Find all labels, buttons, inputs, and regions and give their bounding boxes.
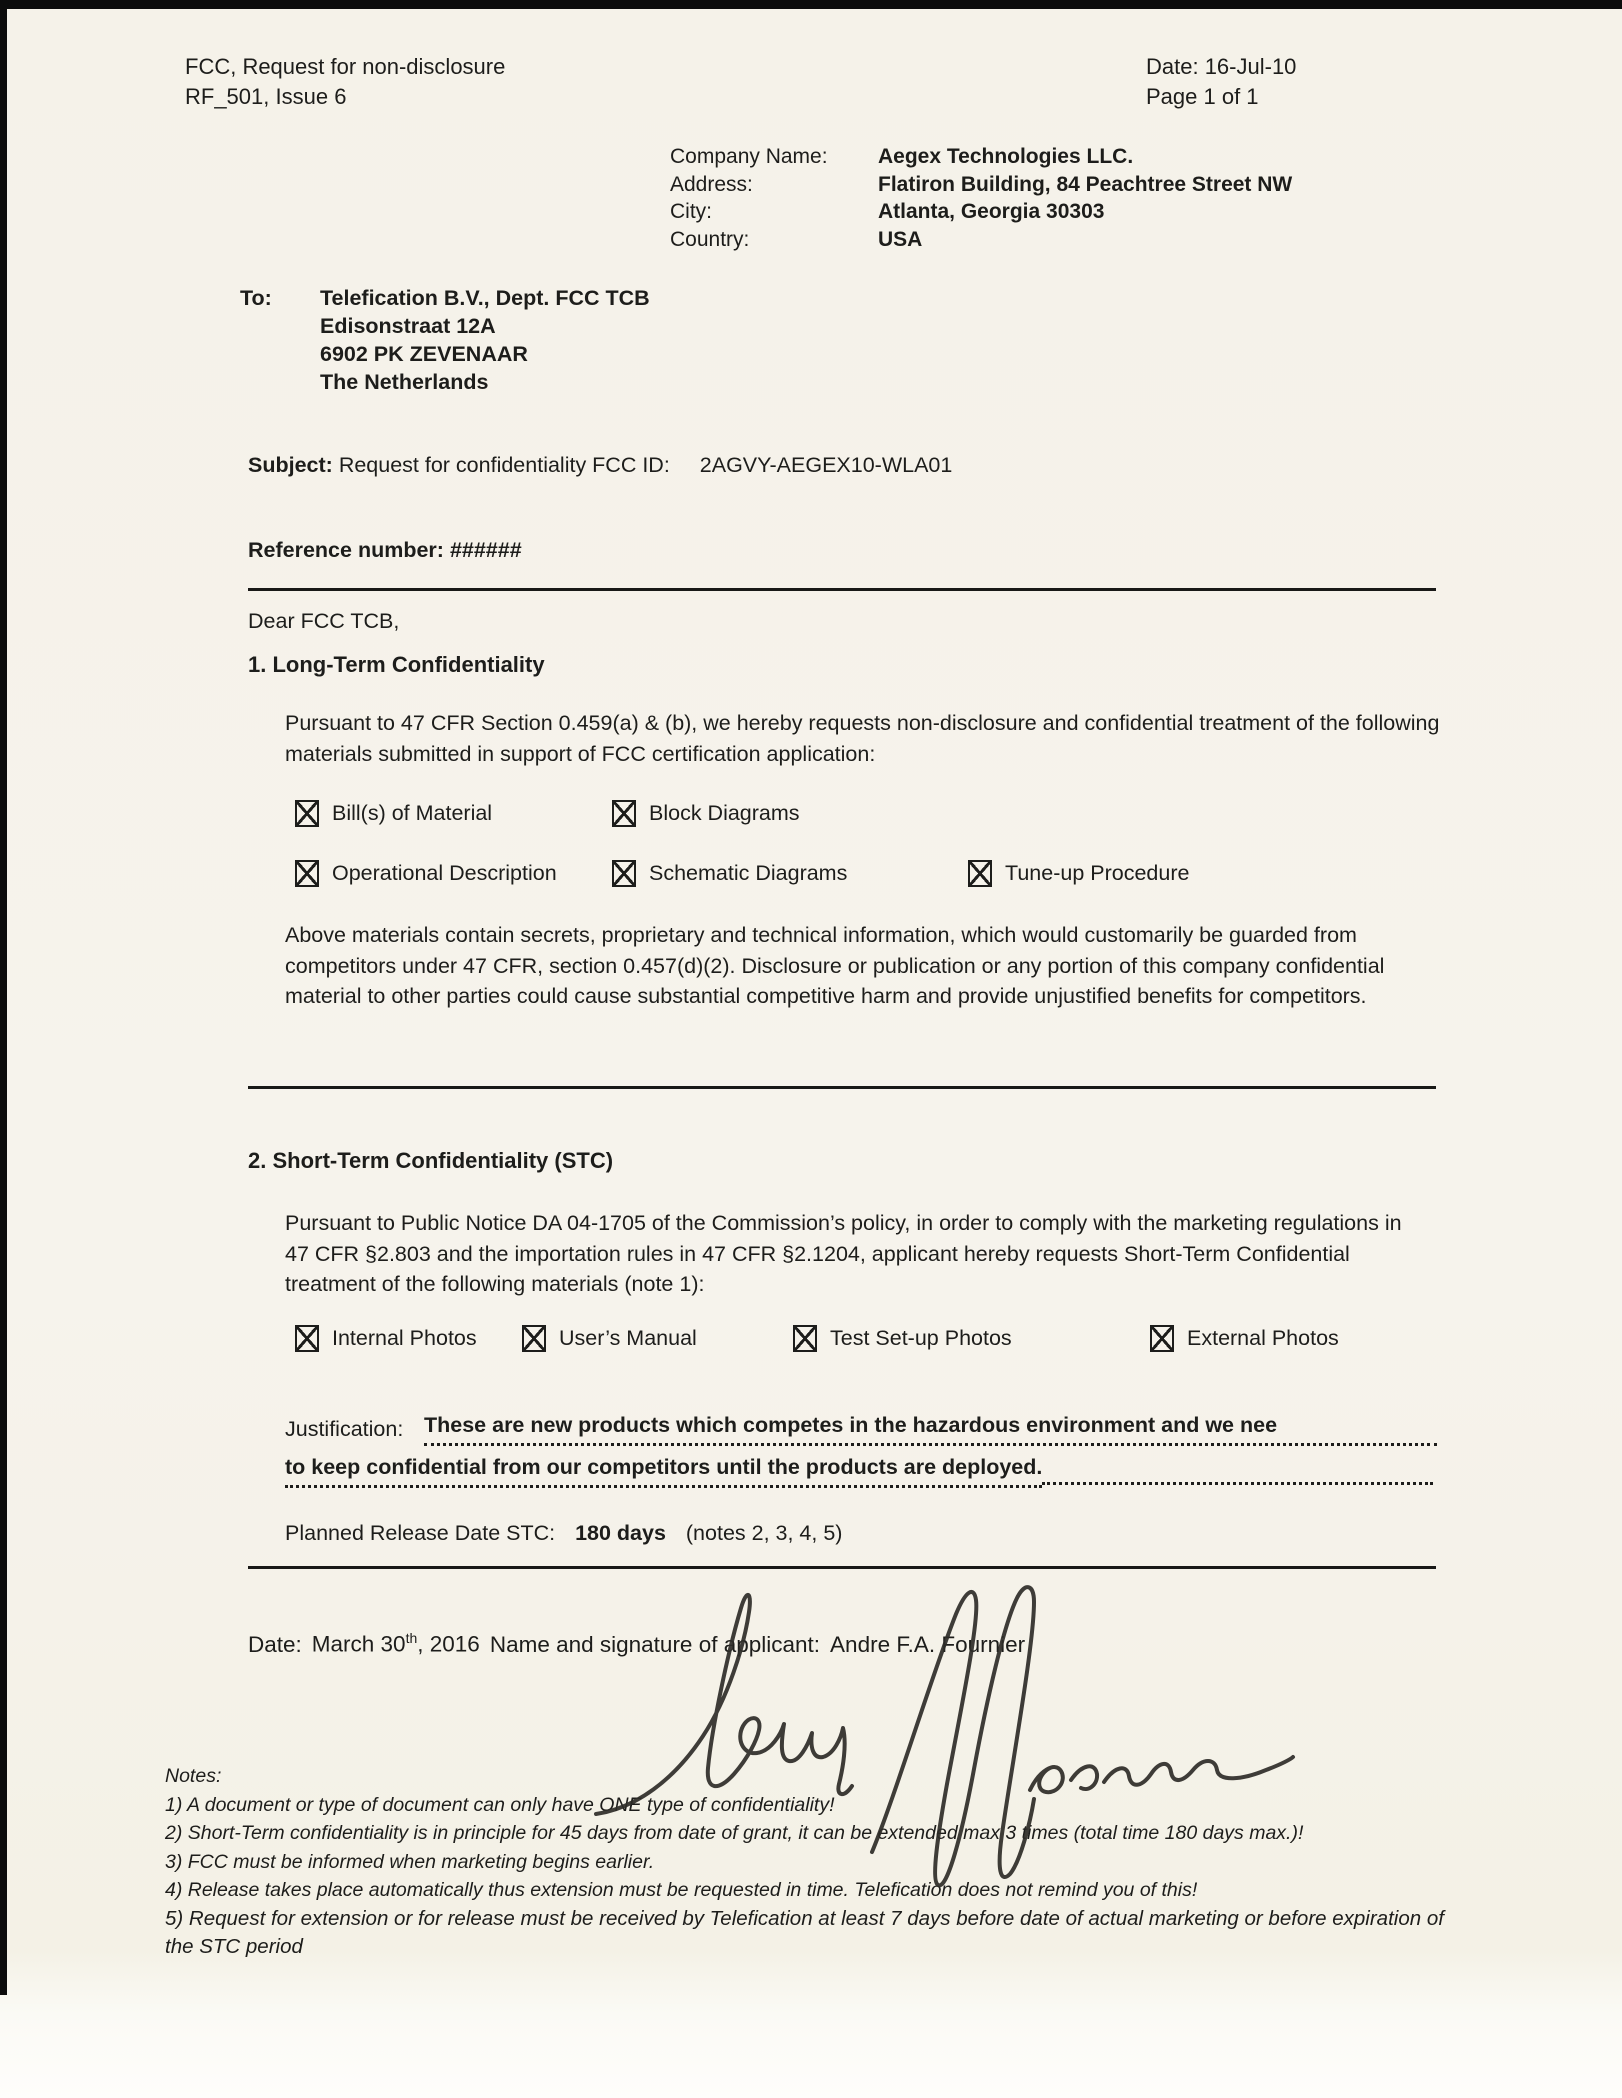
checkbox-label: Schematic Diagrams xyxy=(649,861,848,885)
horizontal-rule-1 xyxy=(248,588,1436,591)
recipient-line3: 6902 PK ZEVENAAR xyxy=(320,342,528,366)
section2-intro: Pursuant to Public Notice DA 04-1705 of the Commission’s policy, in order to comply with the marketing regulations in 47 CFR §2.803 and the importation rules in 47 CFR §2.1204, applicant hereby requests Short-Term Confidential treatment of the following materials (note 1): xyxy=(285,1211,1402,1296)
note-3: 3) FCC must be informed when marketing begins earlier. xyxy=(165,1850,655,1873)
checked-checkbox-icon xyxy=(612,860,636,887)
planned-release-line xyxy=(285,1518,842,1548)
date-ordinal-suffix: th xyxy=(405,1630,418,1646)
note-2: 2) Short-Term confidentiality is in principle for 45 days from date of grant, it can be extended max 3 times (total time 180 days max.)! xyxy=(165,1822,1304,1844)
section1-body: Above materials contain secrets, proprietary and technical information, which would customarily be guarded from competitors under 47 CFR, section 0.457(d)(2). Disclosure or publication or any portion of this company confidential material to other parties could cause substantial competitive harm and provide unjustified benefits for competitors. xyxy=(285,923,1385,1008)
checkbox-users-manual xyxy=(522,1325,697,1352)
reference-value: ###### xyxy=(449,538,522,562)
recipient-line1: Telefication B.V., Dept. FCC TCB xyxy=(320,286,650,310)
note-1: 1) A document or type of document can only have ONE type of confidentiality! xyxy=(165,1793,835,1816)
checkbox-block-diagrams xyxy=(612,800,800,827)
checked-checkbox-icon xyxy=(522,1325,546,1352)
justification-label: Justification: xyxy=(285,1417,404,1441)
applicant-name-value: Andre F.A. Fournier xyxy=(830,1631,1026,1657)
recipient-block xyxy=(240,284,650,396)
company-address-label: Address: xyxy=(670,172,753,196)
company-info-block xyxy=(670,143,1292,253)
checkbox-operational-description xyxy=(295,860,557,887)
date-signature-line xyxy=(248,1630,1025,1658)
release-value: 180 days xyxy=(575,1521,666,1545)
company-city-value: Atlanta, Georgia 30303 xyxy=(878,200,1105,223)
form-header-left xyxy=(185,52,505,112)
checkbox-external-photos xyxy=(1150,1325,1339,1352)
scan-edge-left xyxy=(0,0,7,1995)
recipient-line2: Edisonstraat 12A xyxy=(320,314,496,338)
checkbox-label: Internal Photos xyxy=(332,1326,477,1350)
subject-label: Subject: xyxy=(248,453,333,477)
note-4: 4) Release takes place automatically thus extension must be requested in time. Telefication does not remind you of this! xyxy=(165,1879,1198,1901)
checkbox-label: Block Diagrams xyxy=(649,801,800,825)
company-country-value: USA xyxy=(878,227,923,251)
horizontal-rule-2 xyxy=(248,1086,1436,1089)
notes-block xyxy=(165,1762,1455,1962)
checkbox-bills-of-material xyxy=(295,800,492,827)
checked-checkbox-icon xyxy=(1150,1325,1174,1352)
recipient-line4: The Netherlands xyxy=(320,370,489,394)
note-5: 5) Request for extension or for release must be received by Telefication at least 7 days before date of actual marketing or before expiration of the STC period xyxy=(165,1906,1444,1958)
form-id: RF_501, Issue 6 xyxy=(185,84,347,109)
subject-text: Request for confidentiality FCC ID: xyxy=(338,453,670,477)
reference-label: Reference number: xyxy=(248,538,444,562)
recipient-address xyxy=(320,284,650,396)
company-address-value: Flatiron Building, 84 Peachtree Street NW xyxy=(878,172,1293,196)
to-label: To: xyxy=(240,286,272,310)
checked-checkbox-icon xyxy=(968,860,992,887)
applicant-name-label: Name and signature of applicant: xyxy=(489,1631,821,1657)
justification-line2: to keep confidential from our competitors until the products are deployed. xyxy=(285,1452,1042,1488)
checkbox-label: Bill(s) of Material xyxy=(332,801,493,825)
checkbox-label: Operational Description xyxy=(332,861,557,885)
date-label: Date: xyxy=(248,1631,302,1657)
dotted-fill-line xyxy=(1042,1481,1433,1485)
notes-title: Notes: xyxy=(165,1765,222,1787)
checked-checkbox-icon xyxy=(295,1325,319,1352)
company-name-label: Company Name: xyxy=(670,145,828,168)
checked-checkbox-icon xyxy=(295,860,319,887)
checkbox-internal-photos xyxy=(295,1325,477,1352)
checkbox-tune-up-procedure xyxy=(968,860,1189,887)
release-label: Planned Release Date STC: xyxy=(285,1521,556,1545)
company-country-label: Country: xyxy=(670,227,750,251)
horizontal-rule-3 xyxy=(248,1566,1436,1569)
form-page-number: Page 1 of 1 xyxy=(1146,84,1259,109)
checkbox-label: User’s Manual xyxy=(559,1326,697,1350)
subject-line xyxy=(248,450,952,480)
section1-title: 1. Long-Term Confidentiality xyxy=(248,652,545,677)
fcc-id-value: 2AGVY-AEGEX10-WLA01 xyxy=(699,453,953,477)
checkbox-label: Test Set-up Photos xyxy=(830,1326,1012,1350)
checked-checkbox-icon xyxy=(612,800,636,827)
form-date: Date: 16-Jul-10 xyxy=(1146,54,1297,79)
checkbox-label: Tune-up Procedure xyxy=(1005,861,1190,885)
checked-checkbox-icon xyxy=(793,1325,817,1352)
reference-line xyxy=(248,535,522,565)
justification-line2-row xyxy=(285,1452,1433,1488)
date-value: March 30th, 2016 xyxy=(311,1630,480,1657)
form-title: FCC, Request for non-disclosure xyxy=(185,54,506,79)
company-name-value: Aegex Technologies LLC. xyxy=(878,145,1134,168)
checkbox-schematic-diagrams xyxy=(612,860,847,887)
justification-line1: These are new products which competes in the hazardous environment and we nee xyxy=(424,1410,1437,1446)
section1-intro: Pursuant to 47 CFR Section 0.459(a) & (b), we hereby requests non-disclosure and confidential treatment of the following materials submitted in support of FCC certification application: xyxy=(285,711,1440,766)
checkbox-test-setup-photos xyxy=(793,1325,1012,1352)
checkbox-label: External Photos xyxy=(1187,1326,1339,1350)
company-city-label: City: xyxy=(670,200,712,223)
scan-edge-top xyxy=(0,0,1622,9)
release-notes-ref: (notes 2, 3, 4, 5) xyxy=(685,1521,843,1545)
form-header-right xyxy=(1146,52,1296,112)
section2-title: 2. Short-Term Confidentiality (STC) xyxy=(248,1148,614,1173)
salutation: Dear FCC TCB, xyxy=(248,609,400,633)
checked-checkbox-icon xyxy=(295,800,319,827)
